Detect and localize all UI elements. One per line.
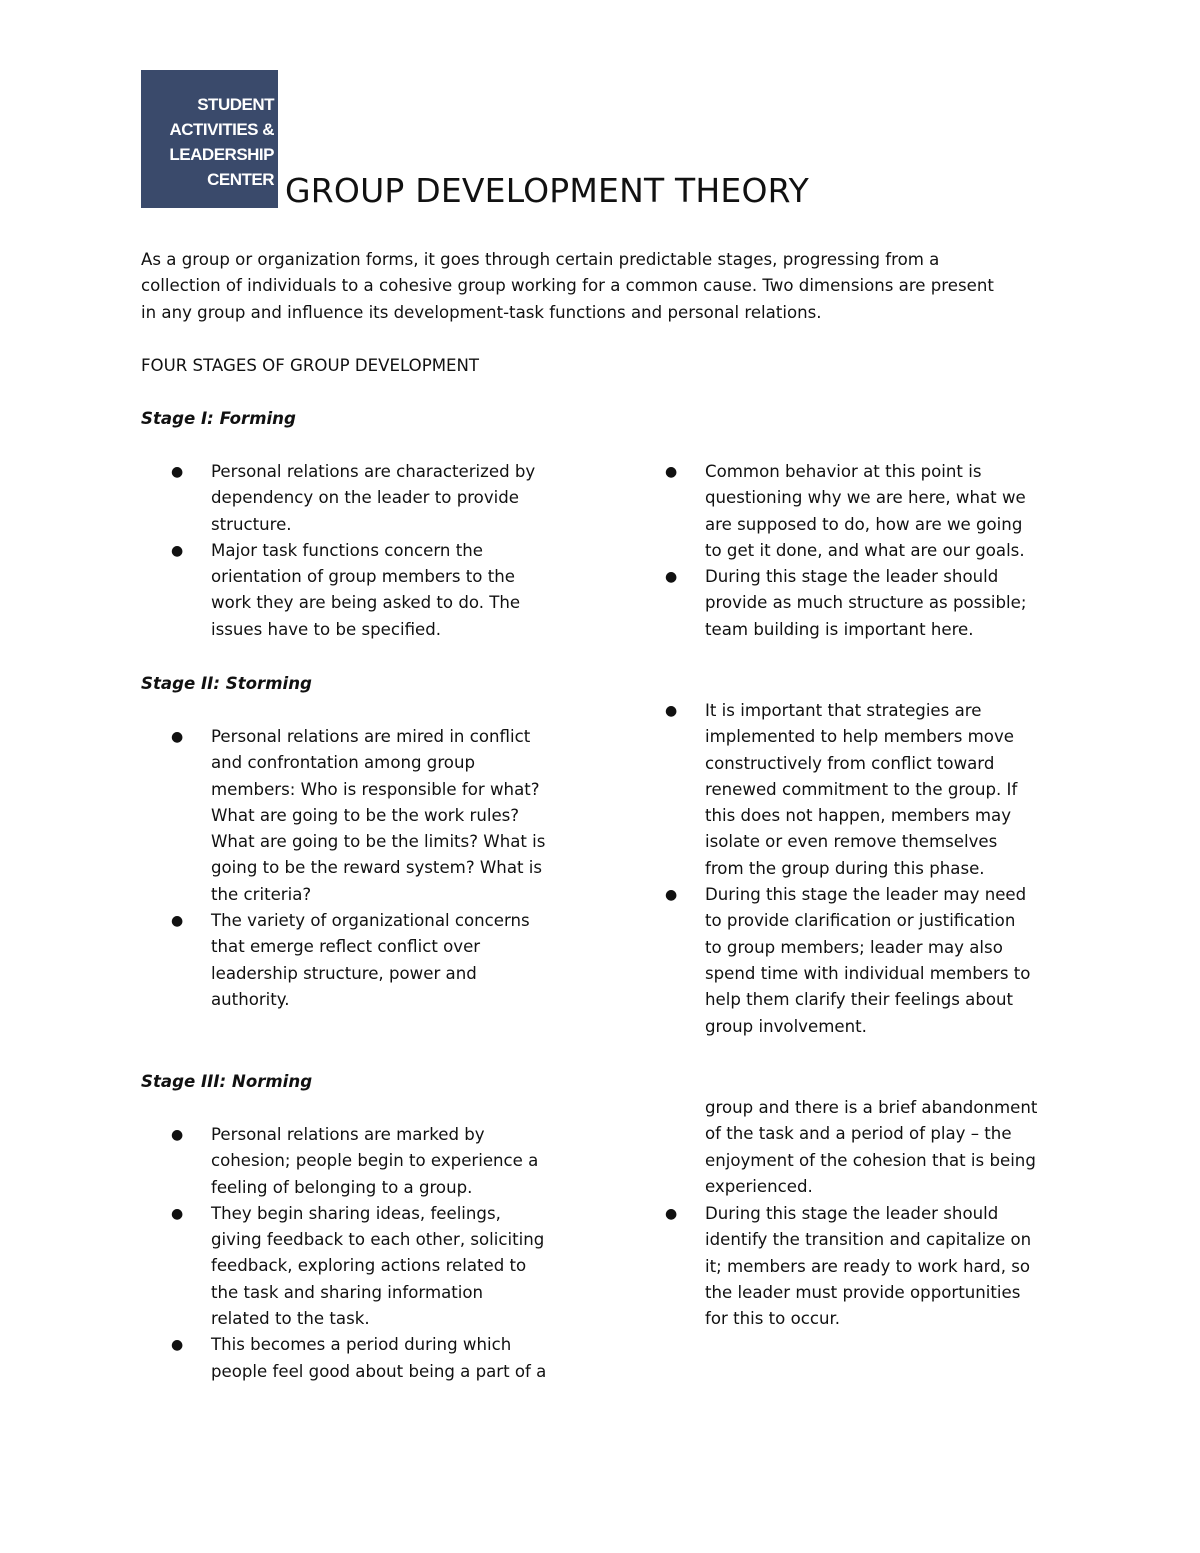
logo-line-3: LEADERSHIP	[169, 145, 274, 164]
stage-3-right-list	[635, 1201, 1095, 1332]
list-item	[141, 1332, 601, 1385]
list-item	[635, 698, 1095, 882]
list-line: Personal relations are marked by	[211, 1125, 485, 1144]
list-line: the task and sharing information	[211, 1282, 484, 1302]
list-line: going to be the reward system? What is	[211, 858, 543, 878]
list-line: orientation of group members to the	[211, 567, 515, 587]
list-line: It is important that strategies are	[705, 701, 982, 720]
bullet-icon: ●	[665, 703, 678, 719]
list-item	[141, 538, 601, 643]
intro-line: in any group and influence its development-task functions and personal relations.	[141, 302, 822, 322]
list-line: During this stage the leader should	[705, 1204, 999, 1223]
list-line: renewed commitment to the group. If	[705, 779, 1018, 799]
list-line: are supposed to do, how are we going	[705, 514, 1023, 534]
list-line: Major task functions concern the	[211, 540, 483, 560]
list-line: leadership structure, power and	[211, 963, 477, 983]
stage-3-left-list	[141, 1122, 601, 1385]
list-line: giving feedback to each other, soliciting	[211, 1230, 545, 1250]
intro-paragraph	[141, 247, 1071, 326]
list-line: help them clarify their feelings about	[705, 990, 1014, 1010]
list-line: team building is important here.	[705, 619, 974, 639]
list-line: feedback, exploring actions related to	[211, 1256, 527, 1276]
list-line: isolate or even remove themselves	[705, 832, 998, 852]
list-line: it; members are ready to work hard, so	[705, 1256, 1031, 1276]
stage-heading: Stage II: Storming	[141, 674, 312, 693]
bullet-icon: ●	[171, 729, 184, 745]
list-line: enjoyment of the cohesion that is being	[705, 1150, 1036, 1170]
list-line: related to the task.	[211, 1309, 370, 1329]
list-line: constructively from conflict toward	[705, 753, 995, 773]
list-line: this does not happen, members may	[705, 806, 1012, 826]
list-item	[635, 1201, 1095, 1332]
list-item	[141, 908, 601, 1013]
list-line: provide as much structure as possible;	[705, 593, 1027, 613]
list-line: to provide clarification or justification	[705, 911, 1016, 931]
list-line: What are going to be the work rules?	[211, 805, 520, 825]
list-line: of the task and a period of play – the	[705, 1124, 1012, 1144]
list-item	[635, 564, 1095, 643]
list-item	[635, 882, 1095, 1040]
list-line: the criteria?	[211, 884, 312, 904]
list-line: feeling of belonging to a group.	[211, 1177, 473, 1197]
list-line: members: Who is responsible for what?	[211, 779, 540, 799]
list-line: What are going to be the limits? What is	[211, 832, 546, 852]
intro-line: collection of individuals to a cohesive group working for a common cause. Two dimensions are present	[141, 276, 994, 296]
bullet-icon: ●	[665, 569, 678, 586]
bullet-icon: ●	[171, 1127, 184, 1143]
page-title: GROUP DEVELOPMENT THEORY	[285, 171, 810, 210]
list-line: to group members; leader may also	[705, 937, 1003, 957]
bullet-icon: ●	[665, 464, 678, 480]
list-item	[141, 1201, 601, 1332]
list-line: They begin sharing ideas, feelings,	[211, 1203, 501, 1223]
list-line: During this stage the leader should	[705, 567, 999, 587]
list-line: from the group during this phase.	[705, 858, 985, 878]
list-line: work they are being asked to do. The	[211, 593, 521, 613]
list-line: identify the transition and capitalize on	[705, 1230, 1032, 1250]
logo-line-1: STUDENT	[197, 95, 274, 114]
bullet-icon: ●	[171, 542, 184, 559]
list-item	[141, 459, 601, 538]
stage-3-continued-text	[705, 1095, 1037, 1200]
list-line: questioning why we are here, what we	[705, 488, 1026, 508]
stage-1-right-list	[635, 459, 1095, 643]
list-line: Common behavior at this point is	[705, 462, 982, 481]
list-line: authority.	[211, 989, 290, 1009]
list-line: The variety of organizational concerns	[211, 911, 530, 931]
list-item	[141, 724, 601, 908]
list-line: experienced.	[705, 1176, 813, 1196]
list-line: implemented to help members move	[705, 727, 1014, 747]
list-line: that emerge reflect conflict over	[211, 937, 481, 957]
list-line: Personal relations are characterized by	[211, 462, 536, 481]
list-line: people feel good about being a part of a	[211, 1361, 547, 1381]
list-line: Personal relations are mired in conflict	[211, 727, 531, 746]
bullet-icon: ●	[171, 464, 184, 480]
list-line: to get it done, and what are our goals.	[705, 540, 1025, 560]
list-line: issues have to be specified.	[211, 619, 442, 639]
stage-1-left-list	[141, 459, 601, 643]
bullet-icon: ●	[171, 913, 184, 930]
stage-heading: Stage III: Norming	[141, 1072, 313, 1091]
logo-line-4: CENTER	[207, 170, 274, 189]
list-line: This becomes a period during which	[211, 1335, 512, 1355]
list-line: group and there is a brief abandonment	[705, 1098, 1038, 1117]
list-line: the leader must provide opportunities	[705, 1282, 1021, 1302]
list-line: spend time with individual members to	[705, 963, 1031, 983]
student-activities-logo	[141, 70, 278, 208]
list-item	[141, 1122, 601, 1201]
stage-2-right-list	[635, 698, 1095, 1040]
list-line: structure.	[211, 514, 292, 534]
list-line: for this to occur.	[705, 1309, 841, 1329]
bullet-icon: ●	[665, 1206, 678, 1222]
list-line: group involvement.	[705, 1016, 867, 1036]
list-line: dependency on the leader to provide	[211, 488, 520, 508]
list-line: During this stage the leader may need	[705, 885, 1027, 905]
list-line: and confrontation among group	[211, 753, 475, 773]
bullet-icon: ●	[171, 1205, 184, 1222]
stage-2-left-list	[141, 724, 601, 1013]
bullet-icon: ●	[171, 1337, 184, 1354]
intro-line: As a group or organization forms, it goes through certain predictable stages, progressing from a	[141, 250, 940, 269]
section-heading: FOUR STAGES OF GROUP DEVELOPMENT	[141, 356, 480, 375]
list-line: cohesion; people begin to experience a	[211, 1151, 539, 1171]
logo-line-2: ACTIVITIES &	[169, 120, 274, 139]
list-item	[635, 459, 1095, 564]
bullet-icon: ●	[665, 887, 678, 904]
stage-heading: Stage I: Forming	[141, 409, 296, 428]
